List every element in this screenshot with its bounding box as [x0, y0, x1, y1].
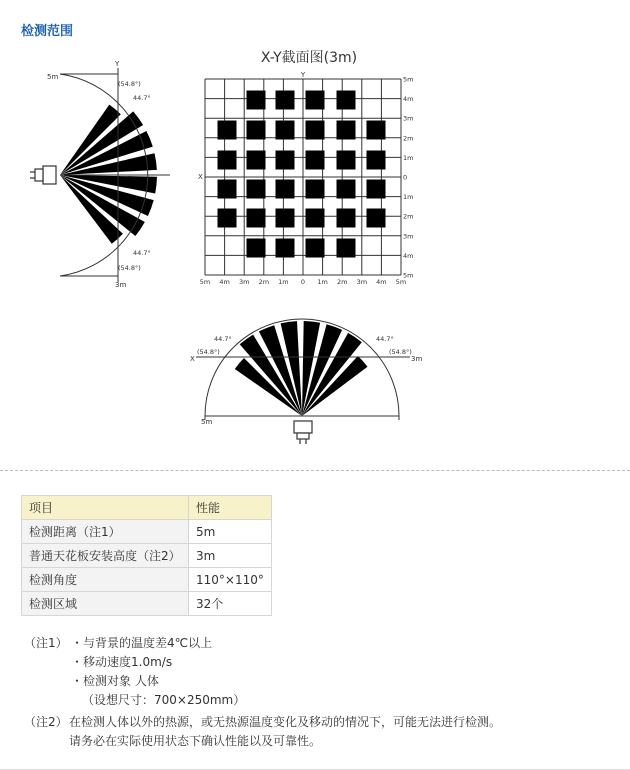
- tick-label: 0: [300, 278, 306, 286]
- detection-zone: [247, 239, 266, 258]
- front-view-diagram: [190, 319, 422, 444]
- note2-label: （注2）: [24, 715, 68, 729]
- detection-zone: [306, 180, 325, 199]
- section-title: 检测范围: [21, 24, 74, 39]
- cross-section-zones: [218, 91, 386, 258]
- note1-sub: （设想尺寸：700×250mm）: [82, 693, 246, 707]
- side-fan-zones: [60, 105, 157, 244]
- side-top-label: 5m: [47, 73, 59, 81]
- tick-label: 2m: [258, 278, 270, 286]
- tick-label: 2m: [336, 278, 348, 286]
- tick-label: 1m: [278, 278, 289, 286]
- detection-zone: [337, 239, 356, 258]
- side-angle-top-inner: 44.7°: [133, 94, 151, 102]
- tick-label: 1m: [403, 193, 414, 202]
- tick-label: 3m: [356, 278, 368, 286]
- spec-row-value: 32个: [189, 592, 272, 616]
- detection-zone: [306, 151, 325, 170]
- note2-line: 请务必在实际使用状态下确认性能以及可靠性。: [69, 734, 322, 748]
- cross-section-right-ticks: [403, 76, 413, 280]
- detection-zone: [218, 151, 237, 170]
- detection-zone: [218, 209, 237, 228]
- tick-label: 4m: [219, 278, 230, 286]
- tick-label: 1m: [403, 153, 414, 162]
- tick-label: 2m: [403, 212, 414, 221]
- detection-zone: [367, 151, 386, 170]
- section-divider: [0, 470, 630, 471]
- detection-zone: [276, 91, 295, 110]
- spec-row-value: 3m: [189, 544, 272, 568]
- note2-line: 在检测人体以外的热源，或无热源温度变化及移动的情况下，可能无法进行检测。: [69, 715, 502, 729]
- detection-zone: [247, 91, 266, 110]
- tick-label: 4m: [376, 278, 387, 286]
- tick-label: 0: [403, 173, 408, 182]
- front-right-label: 3m: [411, 355, 423, 363]
- detection-zone: [218, 180, 237, 199]
- detection-zone: [218, 121, 237, 140]
- cross-section-diagram: [198, 49, 413, 286]
- tick-label: 3m: [403, 232, 414, 241]
- side-angle-bottom-inner: 44.7°: [133, 249, 151, 257]
- detection-zone: [337, 121, 356, 140]
- table-row: [22, 520, 272, 544]
- detection-zone: [306, 209, 325, 228]
- detection-zone: [337, 151, 356, 170]
- front-fan-zones: [235, 321, 368, 416]
- table-row: [22, 568, 272, 592]
- detection-zone: [337, 91, 356, 110]
- spec-row-label: 检测区域: [22, 592, 189, 616]
- side-view-diagram: [30, 60, 170, 289]
- note1-label: （注1）: [24, 636, 68, 650]
- table-row: [22, 544, 272, 568]
- tick-label: 5m: [403, 271, 414, 280]
- spec-table-header-row: [22, 496, 272, 520]
- detection-zone: [337, 209, 356, 228]
- spec-row-label: 检测距离（注1）: [22, 520, 189, 544]
- detection-zone: [276, 180, 295, 199]
- tick-label: 1m: [317, 278, 328, 286]
- front-sensor-icon: [294, 421, 312, 444]
- table-row: [22, 592, 272, 616]
- cross-section-title: X-Y截面图(3m): [260, 50, 358, 66]
- detection-zone: [276, 239, 295, 258]
- spec-header-value: 性能: [189, 496, 272, 520]
- front-angle-left-inner: 44.7°: [214, 335, 232, 343]
- detection-zone: [306, 91, 325, 110]
- front-angle-right-inner: 44.7°: [376, 335, 394, 343]
- front-range-arc: [205, 319, 399, 416]
- side-angle-bottom-outer: (54.8°): [118, 264, 141, 272]
- spec-row-label: 普通天花板安装高度（注2）: [22, 544, 189, 568]
- detection-zone: [367, 180, 386, 199]
- front-angle-left-outer: (54.8°): [197, 348, 220, 356]
- detection-zone: [247, 209, 266, 228]
- cross-section-bottom-ticks: [200, 278, 406, 286]
- tick-label: 5m: [199, 278, 211, 286]
- detection-zone: [306, 239, 325, 258]
- detection-zone: [247, 151, 266, 170]
- tick-label: 2m: [403, 134, 414, 143]
- spec-row-value: 5m: [189, 520, 272, 544]
- detection-zone: [367, 121, 386, 140]
- side-angle-top-outer: (54.8°): [118, 80, 141, 88]
- cross-section-grid: [205, 79, 401, 275]
- tick-label: 4m: [403, 95, 414, 104]
- spec-table: [21, 495, 272, 616]
- side-y-label: Y: [115, 60, 120, 68]
- front-x-label: X: [190, 355, 195, 363]
- note1-item: ・与背景的温度差4℃以上: [71, 636, 213, 650]
- tick-label: 5m: [403, 75, 414, 84]
- tick-label: 3m: [403, 114, 414, 123]
- front-bottom-label: 5m: [201, 418, 213, 426]
- tick-label: 4m: [403, 251, 414, 260]
- detection-zone: [247, 180, 266, 199]
- spec-header-item: 项目: [22, 496, 189, 520]
- side-sensor-icon: [30, 166, 56, 184]
- note1-item: ・检测对象 人体: [71, 674, 159, 688]
- detection-zone: [306, 121, 325, 140]
- cross-section-y-label: Y: [300, 71, 306, 79]
- note1-item: ・移动速度1.0m/s: [71, 655, 173, 669]
- detection-zone: [276, 209, 295, 228]
- detection-zone: [276, 151, 295, 170]
- detection-zone: [276, 121, 295, 140]
- cross-section-x-label: X: [198, 173, 203, 181]
- detection-zone: [247, 121, 266, 140]
- detection-zone: [337, 180, 356, 199]
- spec-row-value: 110°×110°: [189, 568, 272, 592]
- front-angle-right-outer: (54.8°): [389, 348, 412, 356]
- detection-zone: [367, 209, 386, 228]
- spec-row-label: 检测角度: [22, 568, 189, 592]
- side-bottom-label: 3m: [115, 281, 127, 289]
- tick-label: 3m: [238, 278, 250, 286]
- tick-label: 5m: [395, 278, 407, 286]
